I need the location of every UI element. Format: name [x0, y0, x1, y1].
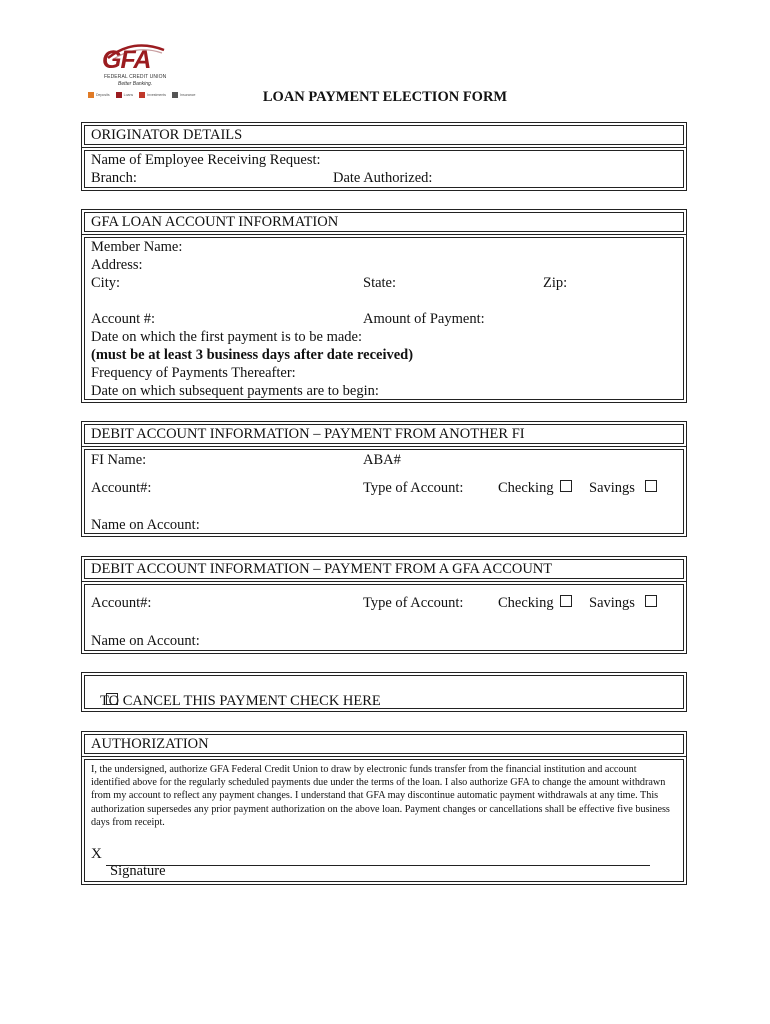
- city-label: City:: [91, 275, 121, 291]
- section-title: DEBIT ACCOUNT INFORMATION – PAYMENT FROM A GFA ACCOUNT: [91, 561, 553, 577]
- fi-name-label: FI Name:: [91, 452, 147, 468]
- branch-label: Branch:: [91, 170, 137, 186]
- originator-header: [81, 122, 687, 148]
- savings-checkbox[interactable]: [645, 480, 657, 492]
- first-payment-label: Date on which the first payment is to be made:: [91, 329, 362, 345]
- gfa-savings-option[interactable]: [589, 595, 657, 612]
- account-type-label: Type of Account:: [363, 480, 464, 496]
- gfa-account-label: Account#:: [91, 595, 152, 611]
- authorization-text: I, the undersigned, authorize GFA Federal Credit Union to draw by electronic funds transfer from the financial institution and account identified above for the regularly scheduled payments due under the terms of the loan. I also authorize GFA to change the amount withdrawn from my account to reflect any payment changes. I understand that GFA may discontinue automatic payment withdrawals at any time. This authorization supersedes any prior payment authorization on the above loan. Payment changes or cancellations shall be effective five business days from receipt.: [91, 764, 670, 828]
- first-payment-note: (must be at least 3 business days after date received): [91, 347, 414, 363]
- signature-label: Signature: [110, 863, 166, 879]
- subsequent-payments-label: Date on which subsequent payments are to begin:: [91, 383, 379, 399]
- payment-amount-label: Amount of Payment:: [363, 311, 485, 327]
- gfa-savings-checkbox[interactable]: [645, 595, 657, 607]
- checking-label: Checking: [498, 595, 554, 611]
- member-name-label: Member Name:: [91, 239, 183, 255]
- savings-label: Savings: [589, 595, 635, 611]
- debit-account-label: Account#:: [91, 480, 152, 496]
- cancel-section: [81, 672, 687, 712]
- checking-label: Checking: [498, 480, 554, 496]
- checking-option[interactable]: [498, 480, 572, 497]
- gfa-account-type-label: Type of Account:: [363, 595, 464, 611]
- originator-section: [81, 148, 687, 191]
- address-label: Address:: [91, 257, 143, 273]
- form-title: LOAN PAYMENT ELECTION FORM: [262, 89, 508, 105]
- savings-label: Savings: [589, 480, 635, 496]
- signature-x-mark: X: [91, 846, 102, 862]
- name-on-account-label: Name on Account:: [91, 517, 200, 533]
- date-authorized-label: Date Authorized:: [333, 170, 433, 186]
- cancel-label: TO CANCEL THIS PAYMENT CHECK HERE: [100, 693, 381, 709]
- loan-info-section: [81, 235, 687, 403]
- debit-other-fi-section: [81, 447, 687, 537]
- zip-label: Zip:: [543, 275, 568, 291]
- section-title: AUTHORIZATION: [91, 736, 209, 752]
- authorization-header: [81, 731, 687, 757]
- logo-tagline: Better Banking.: [118, 81, 153, 87]
- state-label: State:: [363, 275, 397, 291]
- debit-other-fi-header: [81, 421, 687, 447]
- savings-option[interactable]: [589, 480, 657, 497]
- section-title: GFA LOAN ACCOUNT INFORMATION: [91, 214, 339, 230]
- account-number-label: Account #:: [91, 311, 156, 327]
- logo-mark: GFA: [102, 46, 151, 74]
- aba-label: ABA#: [363, 452, 401, 468]
- authorization-section: [81, 757, 687, 885]
- debit-gfa-section: [81, 582, 687, 654]
- signature-line[interactable]: [106, 864, 650, 866]
- logo-item-label: Insurance: [180, 93, 196, 97]
- debit-gfa-header: [81, 556, 687, 582]
- logo-item-label: Investments: [147, 93, 167, 97]
- cancel-checkbox[interactable]: [106, 693, 118, 705]
- gfa-name-on-account-label: Name on Account:: [91, 633, 200, 649]
- gfa-checking-option[interactable]: [498, 595, 572, 612]
- checking-checkbox[interactable]: [560, 480, 572, 492]
- logo-item-label: Deposits: [96, 93, 110, 97]
- loan-info-header: [81, 209, 687, 235]
- frequency-label: Frequency of Payments Thereafter:: [91, 365, 296, 381]
- employee-name-label: Name of Employee Receiving Request:: [91, 152, 321, 168]
- logo-item-label: Loans: [123, 93, 134, 97]
- section-title: DEBIT ACCOUNT INFORMATION – PAYMENT FROM ANOTHER FI: [91, 426, 525, 442]
- logo-subtitle: FEDERAL CREDIT UNION: [104, 74, 167, 80]
- section-title: ORIGINATOR DETAILS: [91, 127, 243, 143]
- gfa-checking-checkbox[interactable]: [560, 595, 572, 607]
